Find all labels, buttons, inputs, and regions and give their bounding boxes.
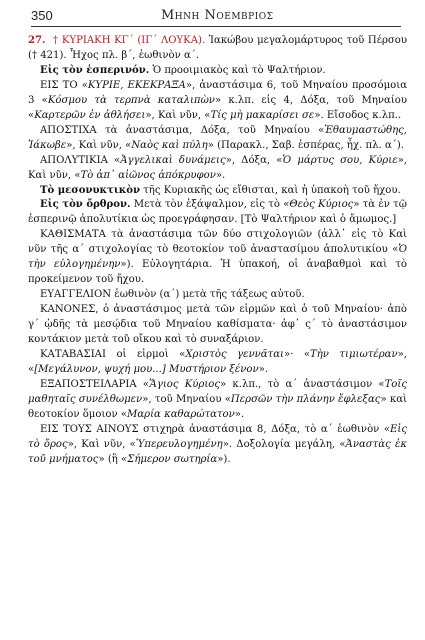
p1-italic3: Καρτερῶν ἐν ἀθλήσει [34,109,146,121]
p6-italic1: Ὁ τὴν εὐλογημένην [28,244,407,271]
vespers-paragraph [28,64,407,79]
p3-t3: », Καὶ νῦν, « [28,154,408,181]
p10-t2: » κ.λπ., τὸ α΄ ἀναστάσιμον « [220,378,385,390]
p11-italic1: Εἰς τὸ ὄρος [28,423,408,450]
p2-italic1: Ἐθαυμαστώθης, Ἰάκωβε [28,124,407,151]
feast-title [28,34,407,64]
p1-t3: », Καὶ νῦν, « [145,109,211,121]
feast-heading: † ΚΥΡΙΑΚΗ ΚΓ΄ (ΙΓ΄ ΛΟΥΚΑ). [52,35,206,46]
apolytikia-paragraph [28,154,407,184]
p2-t1: τὰ ἀναστάσιμα, Δόξα, τοῦ Μηναίου « [96,124,325,136]
p5-t2: » τὰ ἐν τῷ ἑσπερινῷ ἀπολυτίκια ὡς προεγράφησαν. [Τὸ Ψαλτήριον καὶ ὁ ἄμωμος.] [28,199,407,226]
p7-label: ΕΥΑΓΓΕΛΙΟΝ [40,289,112,301]
kathismata-paragraph [28,228,407,288]
p3-t2: », Δόξα, « [225,154,283,166]
p9-italic2: Τὴν τιμιωτέραν [310,349,398,361]
p11-t3: ». Δοξολογία μεγάλη, « [222,438,346,450]
p2-t2: », Καὶ νῦν, « [66,139,132,151]
p9-t1: οἱ εἱρμοὶ « [105,349,186,361]
p8-t1: ὁ ἀναστάσιμος μετὰ τῶν εἱρμῶν καὶ ὁ τοῦ Μηναίου· ἀπὸ γ΄ ᾠδῆς τὰ μεσῴδια τοῦ Μηναίου καθίσματα· ἀφ᾽ ς΄ τὸ ἀναστάσιμον κοντάκιον μετὰ τοῦ οἴκου καὶ τὸ συναξάριον. [28,304,407,346]
p3-italic3: Τὸ ἀπ᾽ αἰῶνος ἀπόκρυφον [80,169,216,181]
p1-t4: ». Εἴσοδος κ.λπ.. [314,109,402,121]
feast-commemoration: Ἰακώβου μεγαλομάρτυρος τοῦ Πέρσου († 421). [28,35,407,61]
p9-t4: ». [258,363,269,375]
page-header [31,6,401,27]
p9-label: ΚΑΤΑΒΑΣΙΑΙ [40,349,106,361]
p11-italic3: Ἀναστὰς ἐκ τοῦ μνήματος [28,438,407,465]
p3-label: ΑΠΟΛΥΤΙΚΙΑ [40,154,108,166]
exapostilaria-paragraph [28,378,407,423]
orthros-paragraph [28,198,407,228]
p3-italic1: Ἀγγελικαὶ δυνάμεις [120,154,226,166]
p5-italic1: Θεὸς Κύριος [289,199,354,211]
page-number: 350 [31,8,53,23]
p6-label: ΚΑΘΙΣΜΑΤΑ [40,229,106,241]
p10-t4: » καὶ θεοτοκίον ὅμοιον « [28,393,407,420]
p10-t1: « [136,378,150,390]
midnight-office-paragraph [28,184,407,199]
p10-label: ΕΞΑΠΟΣΤΕΙΛΑΡΙΑ [40,378,137,390]
p10-italic1: Ἅγιος Κύριος [149,378,221,390]
katavasiai-paragraph [28,348,407,378]
gospel-paragraph [28,288,407,303]
p11-label: ΕΙΣ ΤΟΥΣ ΑΙΝΟΥΣ [40,423,139,435]
p10-t3: », τοῦ Μηναίου « [142,393,231,405]
p5-heading: Εἰς τὸν ὄρθρον. [40,199,131,211]
p1-t2: » κ.λπ. εἰς 4, Δόξα, τοῦ Μηναίου « [28,94,407,121]
p3-italic2: Ὁ μάρτυς σου, Κύριε [282,154,398,166]
p6-t2: »). Εὐλογητάρια. Ἡ ὑπακοή, οἱ ἀναβαθμοὶ καὶ τὸ προκείμενον τοῦ ἤχου. [28,259,407,286]
p6-t1: τὰ ἀναστάσιμα τῶν δύο στιχολογιῶν (ἀλλ᾽ εἰς τὸ Καὶ νῦν τῆς α΄ στιχολογίας τὸ θεοτοκίον τοῦ ἀναστασίμου ἀπολυτικίου « [28,229,407,256]
entry-number: 27. [28,35,46,46]
p11-t4: » (ἢ « [98,453,128,465]
p5-t1: Μετὰ τὸν ἑξάψαλμον, εἰς τὸ « [130,199,290,211]
p3-t1: « [107,154,121,166]
p9-italic1: Χριστὸς γεννᾶται [185,349,284,361]
page-content [28,34,407,468]
p1-label: ΕΙΣ ΤΟ « [40,79,88,91]
vespers-heading: Εἰς τὸν ἑσπερινόν. [40,64,150,76]
p7-t1: ἑωθινὸν (α΄) μετὰ τῆς τάξεως αὐτοῦ. [111,289,305,301]
p8-label: ΚΑΝΟΝΕΣ, [40,304,99,316]
p4-t1: τῆς Κυριακῆς ὡς εἴθισται, καὶ ἡ ὑπακοὴ τοῦ ἤχου. [140,184,401,196]
running-head: Μηνη Νοεμβριος [161,8,274,23]
p2-italic2: Ναὸς καὶ πύλη [131,139,208,151]
aposticha-paragraph [28,124,407,154]
p10-italic4: Μαρία καθαρώτατον [127,408,235,420]
p2-label: ΑΠΟΣΤΙΧΑ [40,124,97,136]
kyrie-ekekraxa-paragraph [28,79,407,124]
p11-italic4: Σήμερον σωτηρία [127,453,218,465]
p11-t1: στιχηρὰ ἀναστάσιμα 8, Δόξα, τὸ α΄ ἑωθινὸν « [138,423,391,435]
canons-paragraph [28,303,407,348]
p9-italic3: [Μεγάλυνον, ψυχή μου...] Μυστήριον ξένον [34,363,259,375]
p10-italic3: Περσῶν τὴν πλάνην ἔφλεξας [230,393,381,405]
p1-t1: », ἀναστάσιμα 6, τοῦ Μηναίου προσόμοια 3 « [28,79,408,106]
p4-heading: Τὸ μεσονυκτικὸν [40,184,141,196]
p10-t5: ». [234,408,245,420]
p10-italic2: Τοῖς μαθηταῖς συνέλθωμεν [28,378,407,405]
vespers-text: Ὁ προοιμιακὸς καὶ τὸ Ψαλτήριον. [149,64,326,76]
ainoi-paragraph [28,423,407,468]
p9-t2: »· « [283,349,311,361]
p1-italic2: Κόσμου τὰ τερπνὰ καταλιπὼν [47,94,215,106]
p1-italic4: Τίς μὴ μακαρίσει σε [210,109,315,121]
p11-t2: », Καὶ νῦν, « [67,438,136,450]
p9-t3: », « [28,349,407,375]
feast-tone: Ἦχος πλ. β΄, ἑωθινὸν α΄. [69,49,200,61]
p3-t4: ». [215,169,226,181]
p2-t3: » (Παρακλ., Σαβ. ἑσπέρας, ἦχ. πλ. α΄). [207,139,404,151]
p11-t5: »). [217,453,231,465]
p11-italic2: Ὑπερευλογημένη [135,438,223,450]
p1-italic1: ΚΥΡΙΕ, ΕΚΕΚΡΑΞΑ [87,79,186,91]
